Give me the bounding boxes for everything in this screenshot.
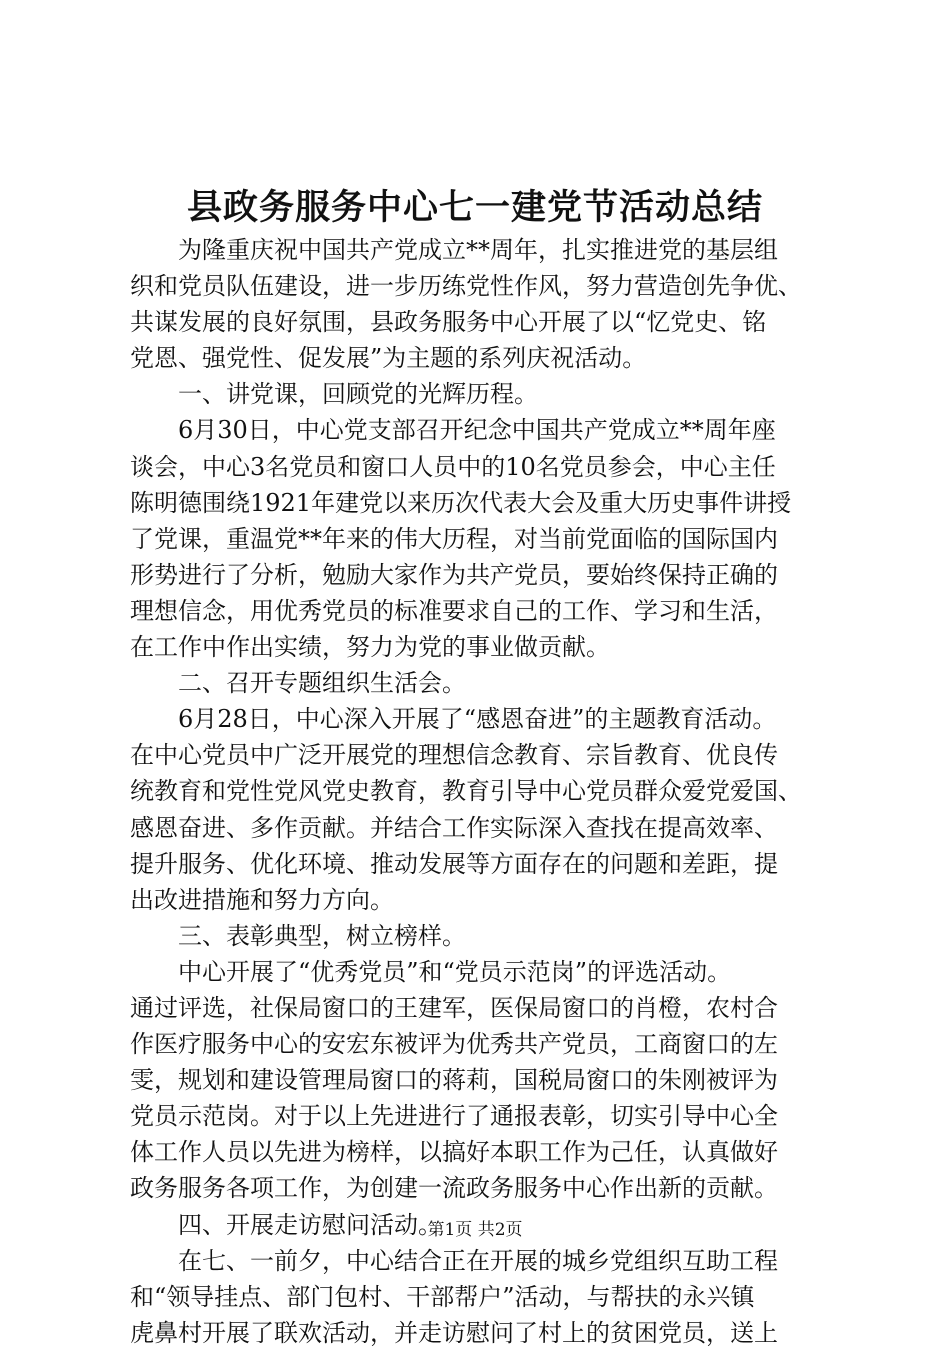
body-text-line: 谈会，中心3名党员和窗口人员中的10名党员参会，中心主任	[130, 452, 776, 481]
body-text-line: 理想信念，用优秀党员的标准要求自己的工作、学习和生活，	[130, 596, 778, 625]
body-text-line: 作医疗服务中心的安宏东被评为优秀共产党员，工商窗口的左	[130, 1030, 778, 1059]
body-text-line: 雯，规划和建设管理局窗口的蒋莉，国税局窗口的朱刚被评为	[130, 1066, 778, 1095]
body-text-line: 体工作人员以先进为榜样，以搞好本职工作为己任，认真做好	[130, 1138, 778, 1167]
body-text-line: 三、表彰典型，树立榜样。	[178, 921, 466, 950]
document-title: 县政务服务中心七一建党节活动总结	[186, 187, 763, 228]
body-text-line: 在七、一前夕，中心结合正在开展的城乡党组织互助工程	[178, 1246, 778, 1275]
body-text-line: 6月30日，中心党支部召开纪念中国共产党成立**周年座	[178, 416, 776, 445]
body-text-line: 形势进行了分析，勉励大家作为共产党员，要始终保持正确的	[130, 560, 778, 589]
body-text-line: 一、讲党课，回顾党的光辉历程。	[178, 380, 538, 409]
body-text-line: 提升服务、优化环境、推动发展等方面存在的问题和差距，提	[130, 849, 778, 878]
body-text-line: 在中心党员中广泛开展党的理想信念教育、宗旨教育、优良传	[130, 741, 778, 770]
body-text-line: 通过评选，社保局窗口的王建军，医保局窗口的肖橙，农村合	[130, 993, 778, 1022]
body-text-line: 出改进措施和努力方向。	[130, 885, 394, 914]
body-text-line: 和“领导挂点、部门包村、干部帮户”活动，与帮扶的永兴镇	[130, 1282, 755, 1311]
body-text-line: 陈明德围绕1921年建党以来历次代表大会及重大历史事件讲授	[130, 488, 792, 517]
body-text-line: 统教育和党性党风党史教育，教育引导中心党员群众爱党爱国、	[130, 777, 802, 806]
body-text-line: 虎鼻村开展了联欢活动，并走访慰问了村上的贫困党员，送上	[130, 1318, 778, 1347]
body-text-line: 二、召开专题组织生活会。	[178, 669, 466, 698]
body-text-line: 感恩奋进、多作贡献。并结合工作实际深入查找在提高效率、	[130, 813, 778, 842]
document-body	[130, 232, 834, 1351]
body-text-line: 党员示范岗。对于以上先进进行了通报表彰，切实引导中心全	[130, 1102, 778, 1131]
body-text-line: 了党课，重温党**年来的伟大历程，对当前党面临的国际国内	[130, 524, 778, 553]
body-text-line: 织和党员队伍建设，进一步历练党性作风，努力营造创先争优、	[130, 272, 802, 301]
body-text-line: 党恩、强党性、促发展”为主题的系列庆祝活动。	[130, 344, 647, 373]
body-text-line: 6月28日，中心深入开展了“感恩奋进”的主题教育活动。	[178, 705, 777, 734]
body-text-line: 为隆重庆祝中国共产党成立**周年，扎实推进党的基层组	[178, 236, 778, 264]
body-text-line: 中心开展了“优秀党员”和“党员示范岗”的评选活动。	[178, 957, 732, 986]
page-number-footer: 第1页 共2页	[427, 1220, 523, 1240]
body-text-line: 政务服务各项工作，为创建一流政务服务中心作出新的贡献。	[130, 1174, 778, 1203]
body-text-line: 共谋发展的良好氛围，县政务服务中心开展了以“忆党史、铭	[130, 308, 767, 337]
body-text-line: 在工作中作出实绩，努力为党的事业做贡献。	[130, 633, 610, 662]
body-text-line: 四、开展走访慰问活动。	[178, 1210, 442, 1239]
